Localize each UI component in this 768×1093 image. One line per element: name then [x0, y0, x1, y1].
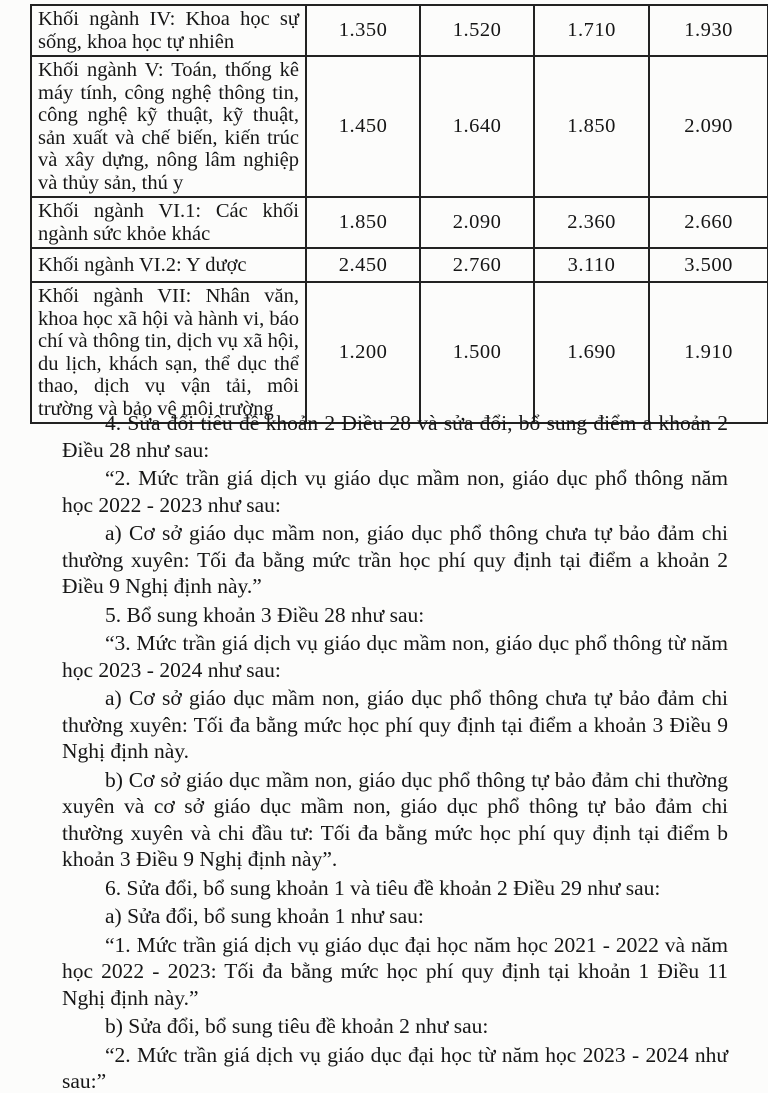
fee-value-cell: 1.520: [420, 5, 534, 56]
fee-value-cell: 3.500: [649, 248, 768, 282]
fee-value-cell: 3.110: [534, 248, 649, 282]
decree-paragraph: “1. Mức trần giá dịch vụ giáo dục đại học năm học 2021 - 2022 và năm học 2022 - 2023: Tối đa bằng mức học phí quy định tại khoản 1 Điều 11 Nghị định này.”: [62, 932, 728, 1010]
fee-value-cell: 1.910: [649, 282, 768, 423]
decree-paragraph: “2. Mức trần giá dịch vụ giáo dục mầm non, giáo dục phổ thông năm học 2022 - 2023 như sau:: [62, 466, 728, 517]
fee-value-cell: 2.660: [649, 197, 768, 248]
table-row: [31, 56, 768, 197]
fee-value-cell: 1.710: [534, 5, 649, 56]
decree-paragraph: “2. Mức trần giá dịch vụ giáo dục đại học từ năm học 2023 - 2024 như sau:”: [62, 1042, 728, 1093]
table-row: [31, 282, 768, 423]
fee-value-cell: 2.760: [420, 248, 534, 282]
decree-paragraph: 6. Sửa đổi, bổ sung khoản 1 và tiêu đề khoản 2 Điều 29 như sau:: [105, 875, 661, 900]
decree-paragraph: a) Cơ sở giáo dục mầm non, giáo dục phổ thông chưa tự bảo đảm chi thường xuyên: Tối đa bằng mức trần học phí quy định tại điểm a khoản 2 Điều 9 Nghị định này.”: [62, 521, 728, 598]
decree-paragraph: “3. Mức trần giá dịch vụ giáo dục mầm non, giáo dục phổ thông từ năm học 2023 - 2024 như sau:: [62, 631, 728, 682]
decree-paragraph: 4. Sửa đổi tiêu đề khoản 2 Điều 28 và sửa đổi, bổ sung điểm a khoản 2 Điều 28 như sau:: [62, 411, 728, 462]
fee-value-cell: 1.850: [306, 197, 420, 248]
fee-value-cell: 1.350: [306, 5, 420, 56]
fee-value-cell: 2.090: [420, 197, 534, 248]
row-category-cell: Khối ngành VI.1: Các khối ngành sức khỏe khác: [31, 197, 306, 248]
decree-paragraph: a) Sửa đổi, bổ sung khoản 1 như sau:: [105, 904, 424, 928]
table-row: [31, 248, 768, 282]
decree-paragraph: 5. Bổ sung khoản 3 Điều 28 như sau:: [105, 602, 425, 627]
fee-value-cell: 1.450: [306, 56, 420, 197]
row-category-cell: Khối ngành VII: Nhân văn, khoa học xã hội và hành vi, báo chí và thông tin, dịch vụ xã hội, du lịch, khách sạn, thể dục thể thao, dịch vụ vận tải, môi trường và bảo vệ môi trường: [31, 282, 306, 423]
decree-paragraph: a) Cơ sở giáo dục mầm non, giáo dục phổ thông chưa tự bảo đảm chi thường xuyên: Tối đa bằng mức học phí quy định tại điểm a khoản 3 Điều 9 Nghị định này.: [62, 686, 728, 763]
fee-value-cell: 1.930: [649, 5, 768, 56]
fee-value-cell: 1.500: [420, 282, 534, 423]
fee-value-cell: 1.690: [534, 282, 649, 423]
table-row: [31, 197, 768, 248]
fee-value-cell: 2.360: [534, 197, 649, 248]
fee-value-cell: 2.450: [306, 248, 420, 282]
fee-value-cell: 1.850: [534, 56, 649, 197]
decree-paragraph: b) Sửa đổi, bổ sung tiêu đề khoản 2 như sau:: [105, 1014, 489, 1038]
fee-value-cell: 2.090: [649, 56, 768, 197]
fee-value-cell: 1.200: [306, 282, 420, 423]
row-category-cell: Khối ngành IV: Khoa học sự sống, khoa học tự nhiên: [31, 5, 306, 56]
row-category-cell: Khối ngành V: Toán, thống kê máy tính, công nghệ thông tin, công nghệ kỹ thuật, kỹ thuật, sản xuất và chế biến, kiến trúc và xây dựng, nông lâm nghiệp và thủy sản, thú y: [31, 56, 306, 197]
table-row: [31, 5, 768, 56]
tuition-fee-table: [30, 4, 768, 424]
row-category-cell: Khối ngành VI.2: Y dược: [31, 248, 306, 282]
decree-paragraph: b) Cơ sở giáo dục mầm non, giáo dục phổ thông tự bảo đảm chi thường xuyên và cơ sở giáo dục mầm non, giáo dục phổ thông tự bảo đảm chi thường xuyên và chi đầu tư: Tối đa bằng mức học phí quy định tại điểm b khoản 3 Điều 9 Nghị định này”.: [62, 767, 728, 871]
decree-body-text: [62, 410, 728, 1093]
fee-value-cell: 1.640: [420, 56, 534, 197]
